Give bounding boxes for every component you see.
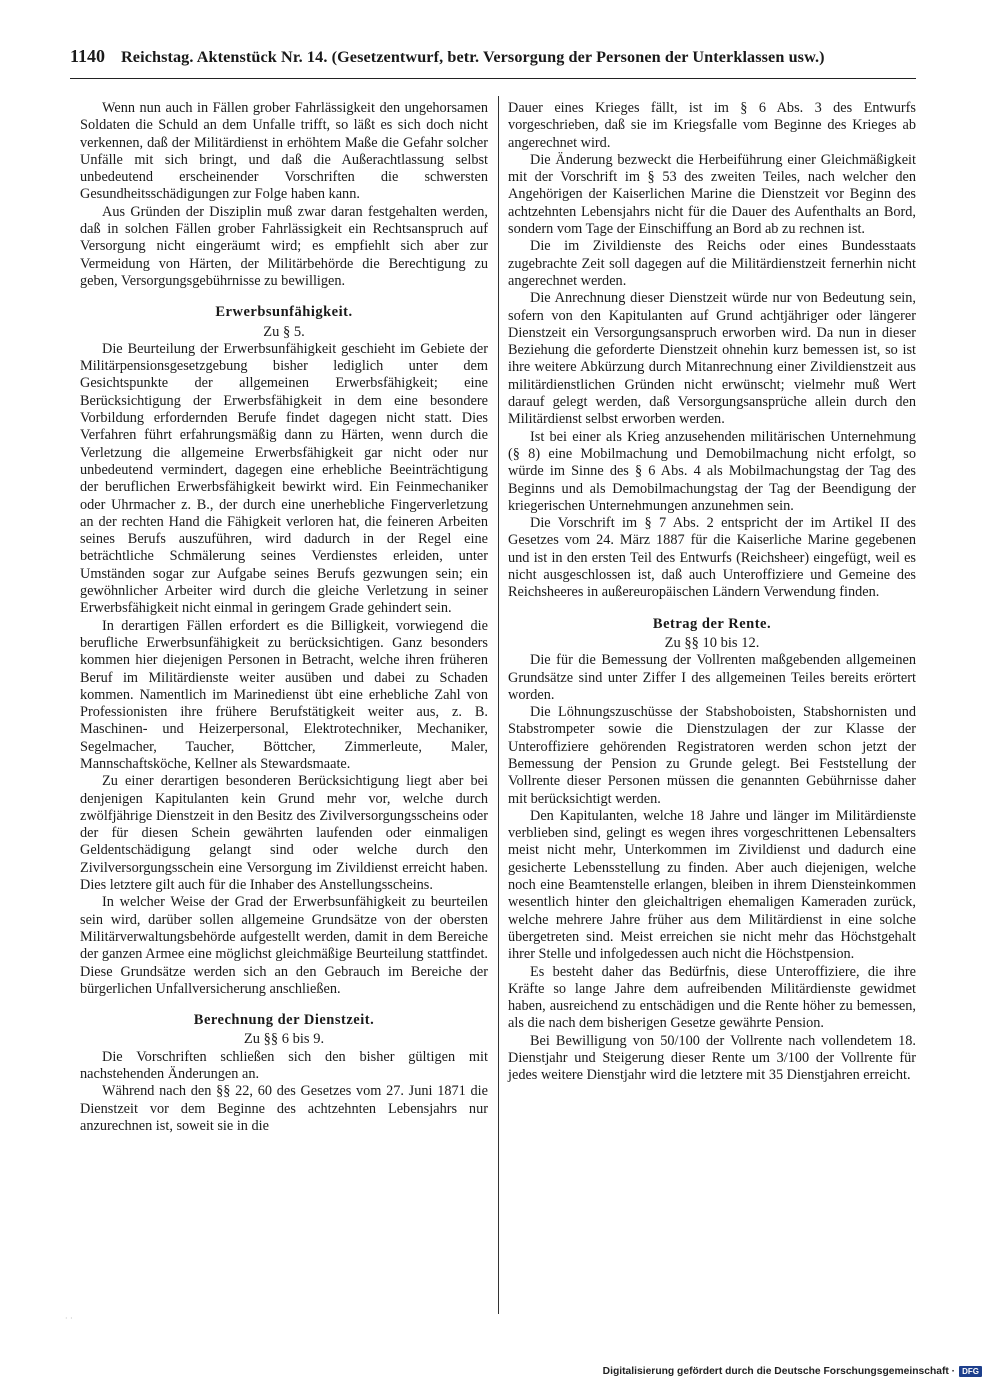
paragraph: Die Beurteilung der Erwerbsunfähigkeit geschieht im Gebiete der Militärpensionsgesetzgebung bisher lediglich unter dem Gesichtspunkte der allgemeinen Erwerbsfähigkeit; eine Berücksichtigung der Erwerbsfähigkeit in dem eine besondere Vorbildung erfordernden Berufe findet dagegen nicht statt. Dies Verfahren führt erfahrungsmäßig dann zu Härten, wenn durch die Verletzung die allgemeine Erwerbsfähigkeit gar nicht oder nur unbedeutend vermindert, dagegen eine erhebliche Beeinträchtigung der beruflichen Erwerbsfähigkeit bewirkt wird. Ein Feinmechaniker oder Uhrmacher z. B., der durch eine unerhebliche Fingerverletzung an der rechten Hand die Fähigkeit verloren hat, die feineren Arbeiten seines Berufs auszuführen, wird dadurch in der Regel eine beträchtliche Schmälerung seines Verdienstes erleiden, unter Umständen sogar zur Aufgabe seines Berufs gezwungen sein; ein gewöhnlicher Arbeiter wird durch die gleiche Verletzung in seiner Erwerbsfähigkeit nicht einmal in geringem Grade gehindert sein. [80,340,488,617]
paragraph: Ist bei einer als Krieg anzusehenden militärischen Unternehmung (§ 8) eine Mobilmachung und Demobilmachung nicht erfolgt, so würde im Sinne des § 6 Abs. 4 als Mobilmachungstag der Tag des Beginns und als Demobilmachungstag der Tag der Beendigung der kriegerischen Unternehmungen anzunehmen sein. [508,428,916,514]
section-heading: Betrag der Rente. [652,615,772,632]
left-column [80,100,488,1135]
credit-text: Digitalisierung gefördert durch die Deutsche Forschungsgemeinschaft · [602,1366,956,1377]
section-reference: Zu §§ 10 bis 12. [664,634,760,651]
paragraph: Bei Bewilligung von 50/100 der Vollrente nach vollendetem 18. Dienstjahr und Steigerung dieser Rente um 3/100 der Vollrente für jedes weitere Dienstjahr wird die letztere mit 35 Dienstjahren erreicht. [508,1032,916,1084]
paragraph: In welcher Weise der Grad der Erwerbsunfähigkeit zu beurteilen sein wird, darüber sollen allgemeine Grundsätze von der obersten Militärverwaltungsbehörde aufgestellt werden, damit in dem Bereiche der ganzen Armee eine möglichst gleichmäßige Beurteilung stattfindet. Diese Grundsätze werden sich an den Gebrauch im Bereiche der bürgerlichen Unfallversicherung anschließen. [80,894,488,997]
paragraph: Die Löhnungszuschüsse der Stabshoboisten, Stabshornisten und Stabstrompeter sowie die Dienstzulagen der zur Klasse der Unteroffiziere gehörenden Registratoren werden schon jetzt der Bemessung der Pension zu Grunde gelegt. Bei Feststellung der Vollrente dieser Personen müssen die genannten Gebührnisse daher mit berücksichtigt werden. [508,704,916,807]
paragraph: Die Anrechnung dieser Dienstzeit würde nur von Bedeutung sein, sofern von den Kapitulanten auf Grund achtjähriger oder längerer Dienstzeit ein Versorgungsanspruch erworben wird. Da nun in dieser Beziehung die geforderte Dienstzeit ohnehin kurz bemessen ist, so ist ihre weitere Abkürzung durch Mitanrechnung einer Zivildienstzeit aus militärdienstlichen Gründen nicht erwünscht; vielmehr muß Wert darauf gelegt werden, daß Versorgungsansprüche allein durch den Militärdienst selbst erworben werden. [508,290,916,428]
paragraph: Während nach den §§ 22, 60 des Gesetzes vom 27. Juni 1871 die Dienstzeit vor dem Beginne des achtzehnten Lebensjahrs nur anzurechnen ist, soweit sie in die [80,1083,488,1134]
paragraph: Die Vorschrift im § 7 Abs. 2 entspricht der im Artikel II des Gesetzes vom 24. März 1887 für die Kaiserliche Marine gegebenen und ist in den ersten Teil des Entwurfs (Reichsheer) eingefügt, weil es nicht ausgeschlossen ist, daß auch Unteroffiziere und Gemeine des Reichsheeres in außereuropäischen Ländern Verwendung finden. [508,515,916,601]
header-rule [70,78,916,79]
paragraph: Die Vorschriften schließen sich den bisher gültigen mit nachstehenden Änderungen an. [80,1048,488,1083]
paragraph: Dauer eines Krieges fällt, ist im § 6 Abs. 3 des Entwurfs vorgeschrieben, daß sie im Kriegsfalle vom Beginne des Krieges ab angerechnet wird. [508,100,916,151]
section-reference: Zu §§ 6 bis 9. [243,1031,325,1048]
paragraph: Zu einer derartigen besonderen Berücksichtigung liegt aber bei denjenigen Kapitulanten kein Grund mehr vor, welche durch zwölfjährige Dienstzeit in den Besitz des Zivilversorgungsscheins oder der für diesen Schein gewährten laufenden oder einmaligen Geldentschädigung gelangt sind oder welche durch den Zivilversorgungsschein eine Versorgung im Zivildienst erreicht haben. Dies letztere gilt auch für die Inhaber des Anstellungsscheins. [80,773,488,894]
paragraph: Den Kapitulanten, welche 18 Jahre und länger im Militärdienste verblieben sind, gelingt es wegen ihres vorgeschrittenen Lebensalters meist nicht mehr, Unterkommen im Zivildienst und dadurch eine gesicherte Lebensstellung zu finden. Aber auch diejenigen, welche noch eine Beamtenstelle erlangen, bleiben in ihrem Diensteinkommen wesentlich hinter den gleichaltrigen ehemaligen Kameraden zurück, welche mehrere Jahre früher aus dem Militärdienst in eine solche übergetreten sind. Meist erreichen sie nicht mehr das Höchstgehalt ihrer Stelle und infolgedessen auch nicht die Höchstpension. [508,807,916,963]
paragraph: Aus Gründen der Disziplin muß zwar daran festgehalten werden, daß in solchen Fällen grober Fahrlässigkeit ein Rechtsanspruch auf Versorgung nicht eingeräumt wird; es empfiehlt sich aber zur Vermeidung von Härten, der Militärbehörde die Berechtigung zu geben, Versorgungsgebührnisse zu bewilligen. [80,203,488,289]
section-heading: Berechnung der Dienstzeit. [193,1012,375,1029]
section-reference: Zu § 5. [263,323,305,340]
section-heading: Erwerbsunfähigkeit. [215,304,353,321]
page-number: 1140 [70,46,106,66]
paragraph: Wenn nun auch in Fällen grober Fahrlässigkeit den ungehorsamen Soldaten die Schuld an dem Unfalle trifft, so läßt es sich doch nicht verkennen, daß der Militärdienst in erhöhtem Maße die Gefahr solcher Unfälle mit sich bringt, und daß die Außerachtlassung selbst unbedeutend erscheinender Vorschriften die schwersten Gesundheitsschädigungen zur Folge haben kann. [80,100,488,203]
paragraph: Die im Zivildienste des Reichs oder eines Bundesstaats zugebrachte Zeit soll dagegen auf die Militärdienstzeit fernerhin nicht angerechnet werden. [508,238,916,289]
paragraph: Die für die Bemessung der Vollrenten maßgebenden allgemeinen Grundsätze sind unter Ziffer I des allgemeinen Teiles bereits erörtert worden. [508,652,916,703]
column-divider [498,96,499,1314]
digitization-credit [603,1366,982,1377]
page-header [70,46,910,67]
page-smudge: · · [65,1314,73,1323]
paragraph: Es besteht daher das Bedürfnis, diese Unteroffiziere, die ihre Kräfte so lange Jahre dem aufreibenden Militärdienste gewidmet haben, ausreichend zu entschädigen und die Rente höher zu bemessen, als die nach dem bisherigen Gesetze gewährte Pension. [508,963,916,1032]
dfg-logo-icon: DFG [959,1366,982,1377]
paragraph: Die Änderung bezweckt die Herbeiführung einer Gleichmäßigkeit mit der Vorschrift im § 53 des zweiten Teiles, nach welcher den Angehörigen der Kaiserlichen Marine die Dienstzeit vor Beginn des achtzehnten Lebensjahrs nicht für die Dauer des Aufenthalts an Bord, sondern vom Tage der Einschiffung an Bord ab zu rechnen ist. [508,151,916,238]
right-column [508,100,916,1085]
paragraph: In derartigen Fällen erfordert es die Billigkeit, vorwiegend die berufliche Erwerbsunfähigkeit zu berücksichtigen. Ganz besonders kommen hier diejenigen Personen in Betracht, welche ihren früheren Beruf im Militärdienste weiter ausüben und dabei zu Schaden kommen. Namentlich im Marinedienst übt eine erhebliche Zahl von Professionisten ihre frühere Berufstätigkeit weiter aus, z. B. Maschinen- und Heizerpersonal, Elektrotechniker, Mechaniker, Segelmacher, Taucher, Böttcher, Zimmerleute, Maler, Mannschaftsköche, Kellner als Stewardsmaate. [80,617,488,772]
running-title: Reichstag. Aktenstück Nr. 14. (Gesetzentwurf, betr. Versorgung der Personen der Unterklassen usw.) [121,48,825,66]
